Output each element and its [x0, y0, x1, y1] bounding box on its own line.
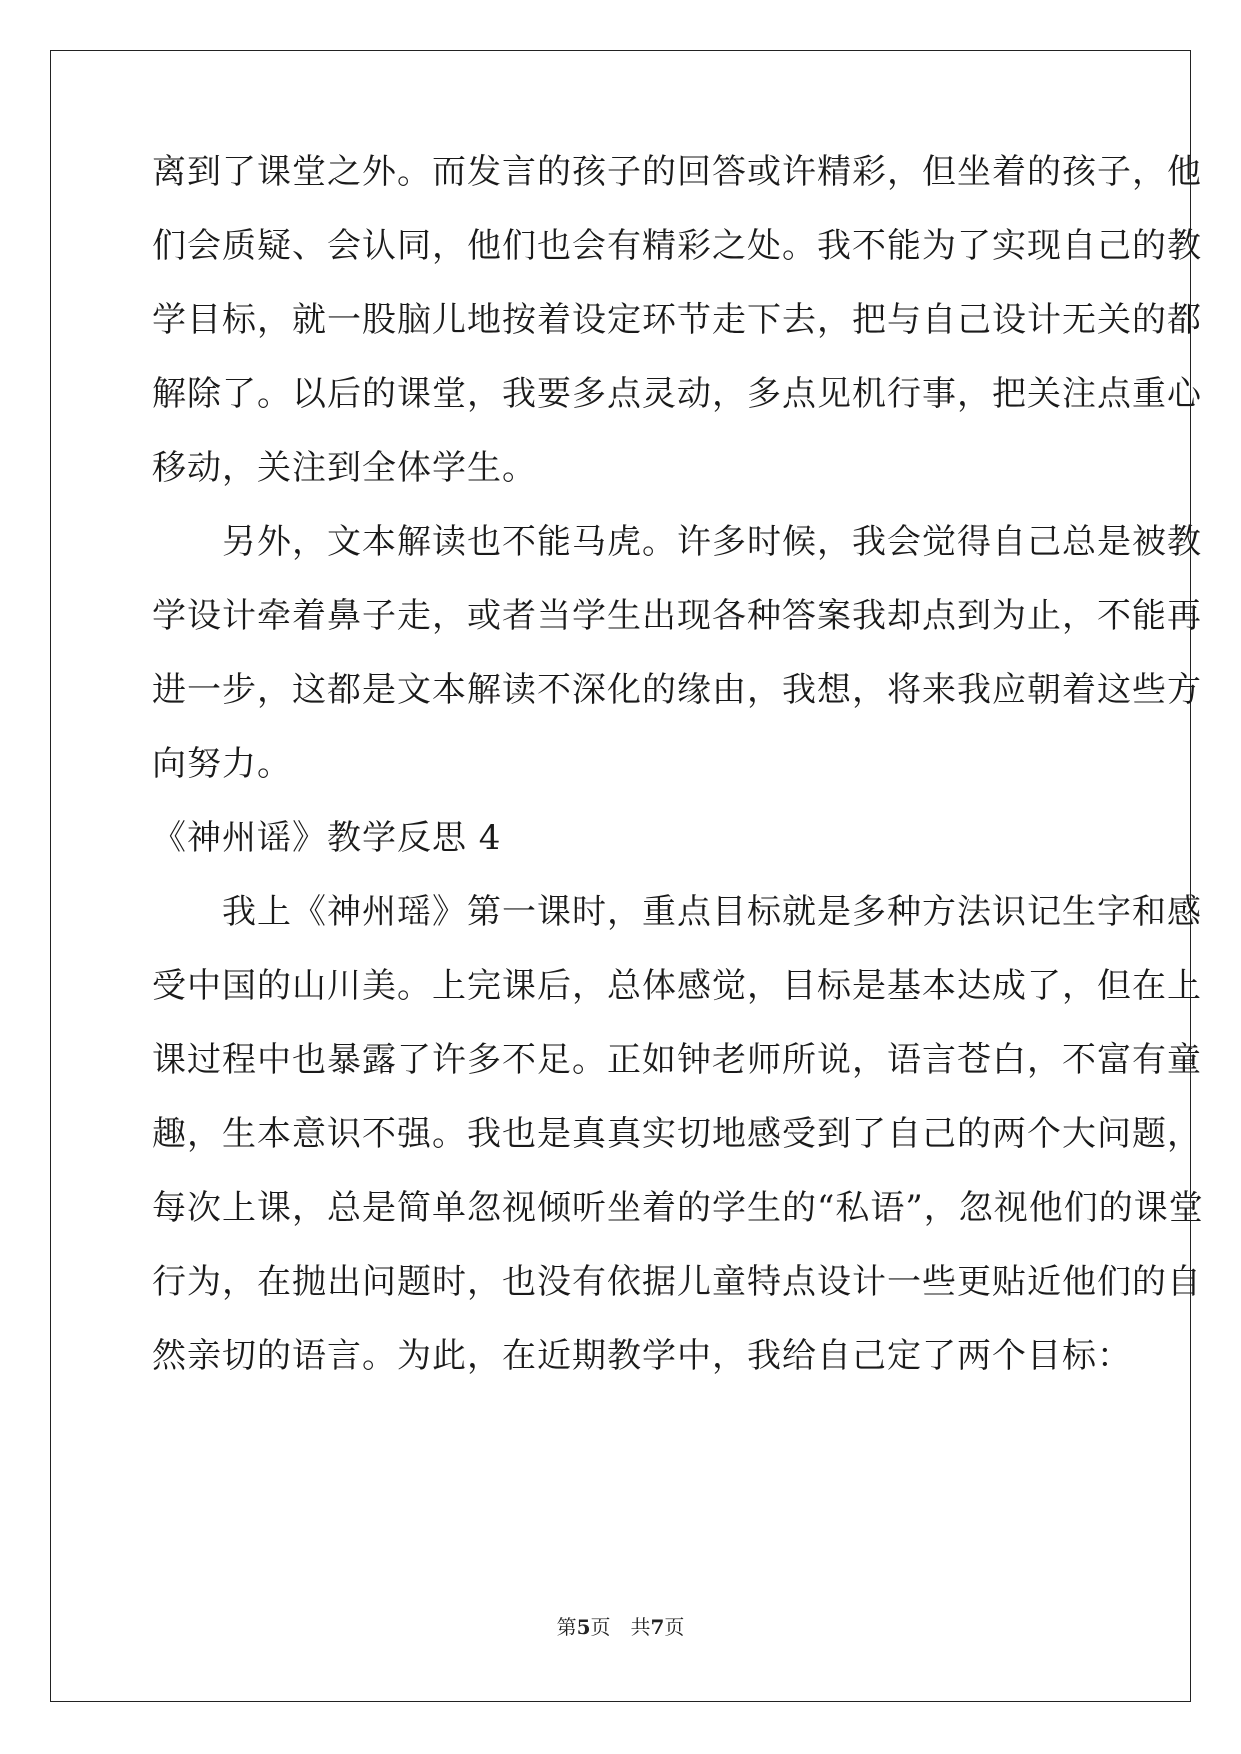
- body-line: 移动，关注到全体学生。: [152, 448, 537, 488]
- total-page-number: 7: [650, 1615, 665, 1639]
- page-label-prefix: 第: [556, 1615, 577, 1639]
- body-line: 学目标，就一股脑儿地按着设定环节走下去，把与自己设计无关的都: [152, 300, 1202, 340]
- body-line: 每次上课，总是简单忽视倾听坐着的学生的“私语”，忽视他们的课堂: [152, 1188, 1204, 1228]
- body-line: 向努力。: [152, 744, 292, 784]
- body-line: 另外，文本解读也不能马虎。许多时候，我会觉得自己总是被教: [152, 522, 1202, 562]
- body-line: 我上《神州瑶》第一课时，重点目标就是多种方法识记生字和感: [152, 892, 1202, 932]
- body-line: 离到了课堂之外。而发言的孩子的回答或许精彩，但坐着的孩子，他: [152, 152, 1202, 192]
- body-line: 学设计牵着鼻子走，或者当学生出现各种答案我却点到为止，不能再: [152, 596, 1202, 636]
- page-label-mid: 页 共: [590, 1615, 651, 1639]
- body-line: 行为，在抛出问题时，也没有依据儿童特点设计一些更贴近他们的自: [152, 1262, 1202, 1302]
- body-line: 解除了。以后的课堂，我要多点灵动，多点见机行事，把关注点重心: [152, 374, 1202, 414]
- body-line: 受中国的山川美。上完课后，总体感觉，目标是基本达成了，但在上: [152, 966, 1202, 1006]
- body-line: 们会质疑、会认同，他们也会有精彩之处。我不能为了实现自己的教: [152, 226, 1202, 266]
- body-line: 趣，生本意识不强。我也是真真实切地感受到了自己的两个大问题，: [152, 1114, 1202, 1154]
- current-page-number: 5: [576, 1615, 591, 1639]
- page-border: [50, 50, 1204, 1702]
- body-line: 然亲切的语言。为此，在近期教学中，我给自己定了两个目标：: [152, 1336, 1132, 1376]
- page-number-footer: [0, 1614, 1241, 1640]
- page-label-suffix: 页: [664, 1615, 685, 1639]
- section-heading: 《神州谣》教学反思 4: [152, 818, 502, 858]
- body-line: 课过程中也暴露了许多不足。正如钟老师所说，语言苍白，不富有童: [152, 1040, 1202, 1080]
- body-line: 进一步，这都是文本解读不深化的缘由，我想，将来我应朝着这些方: [152, 670, 1202, 710]
